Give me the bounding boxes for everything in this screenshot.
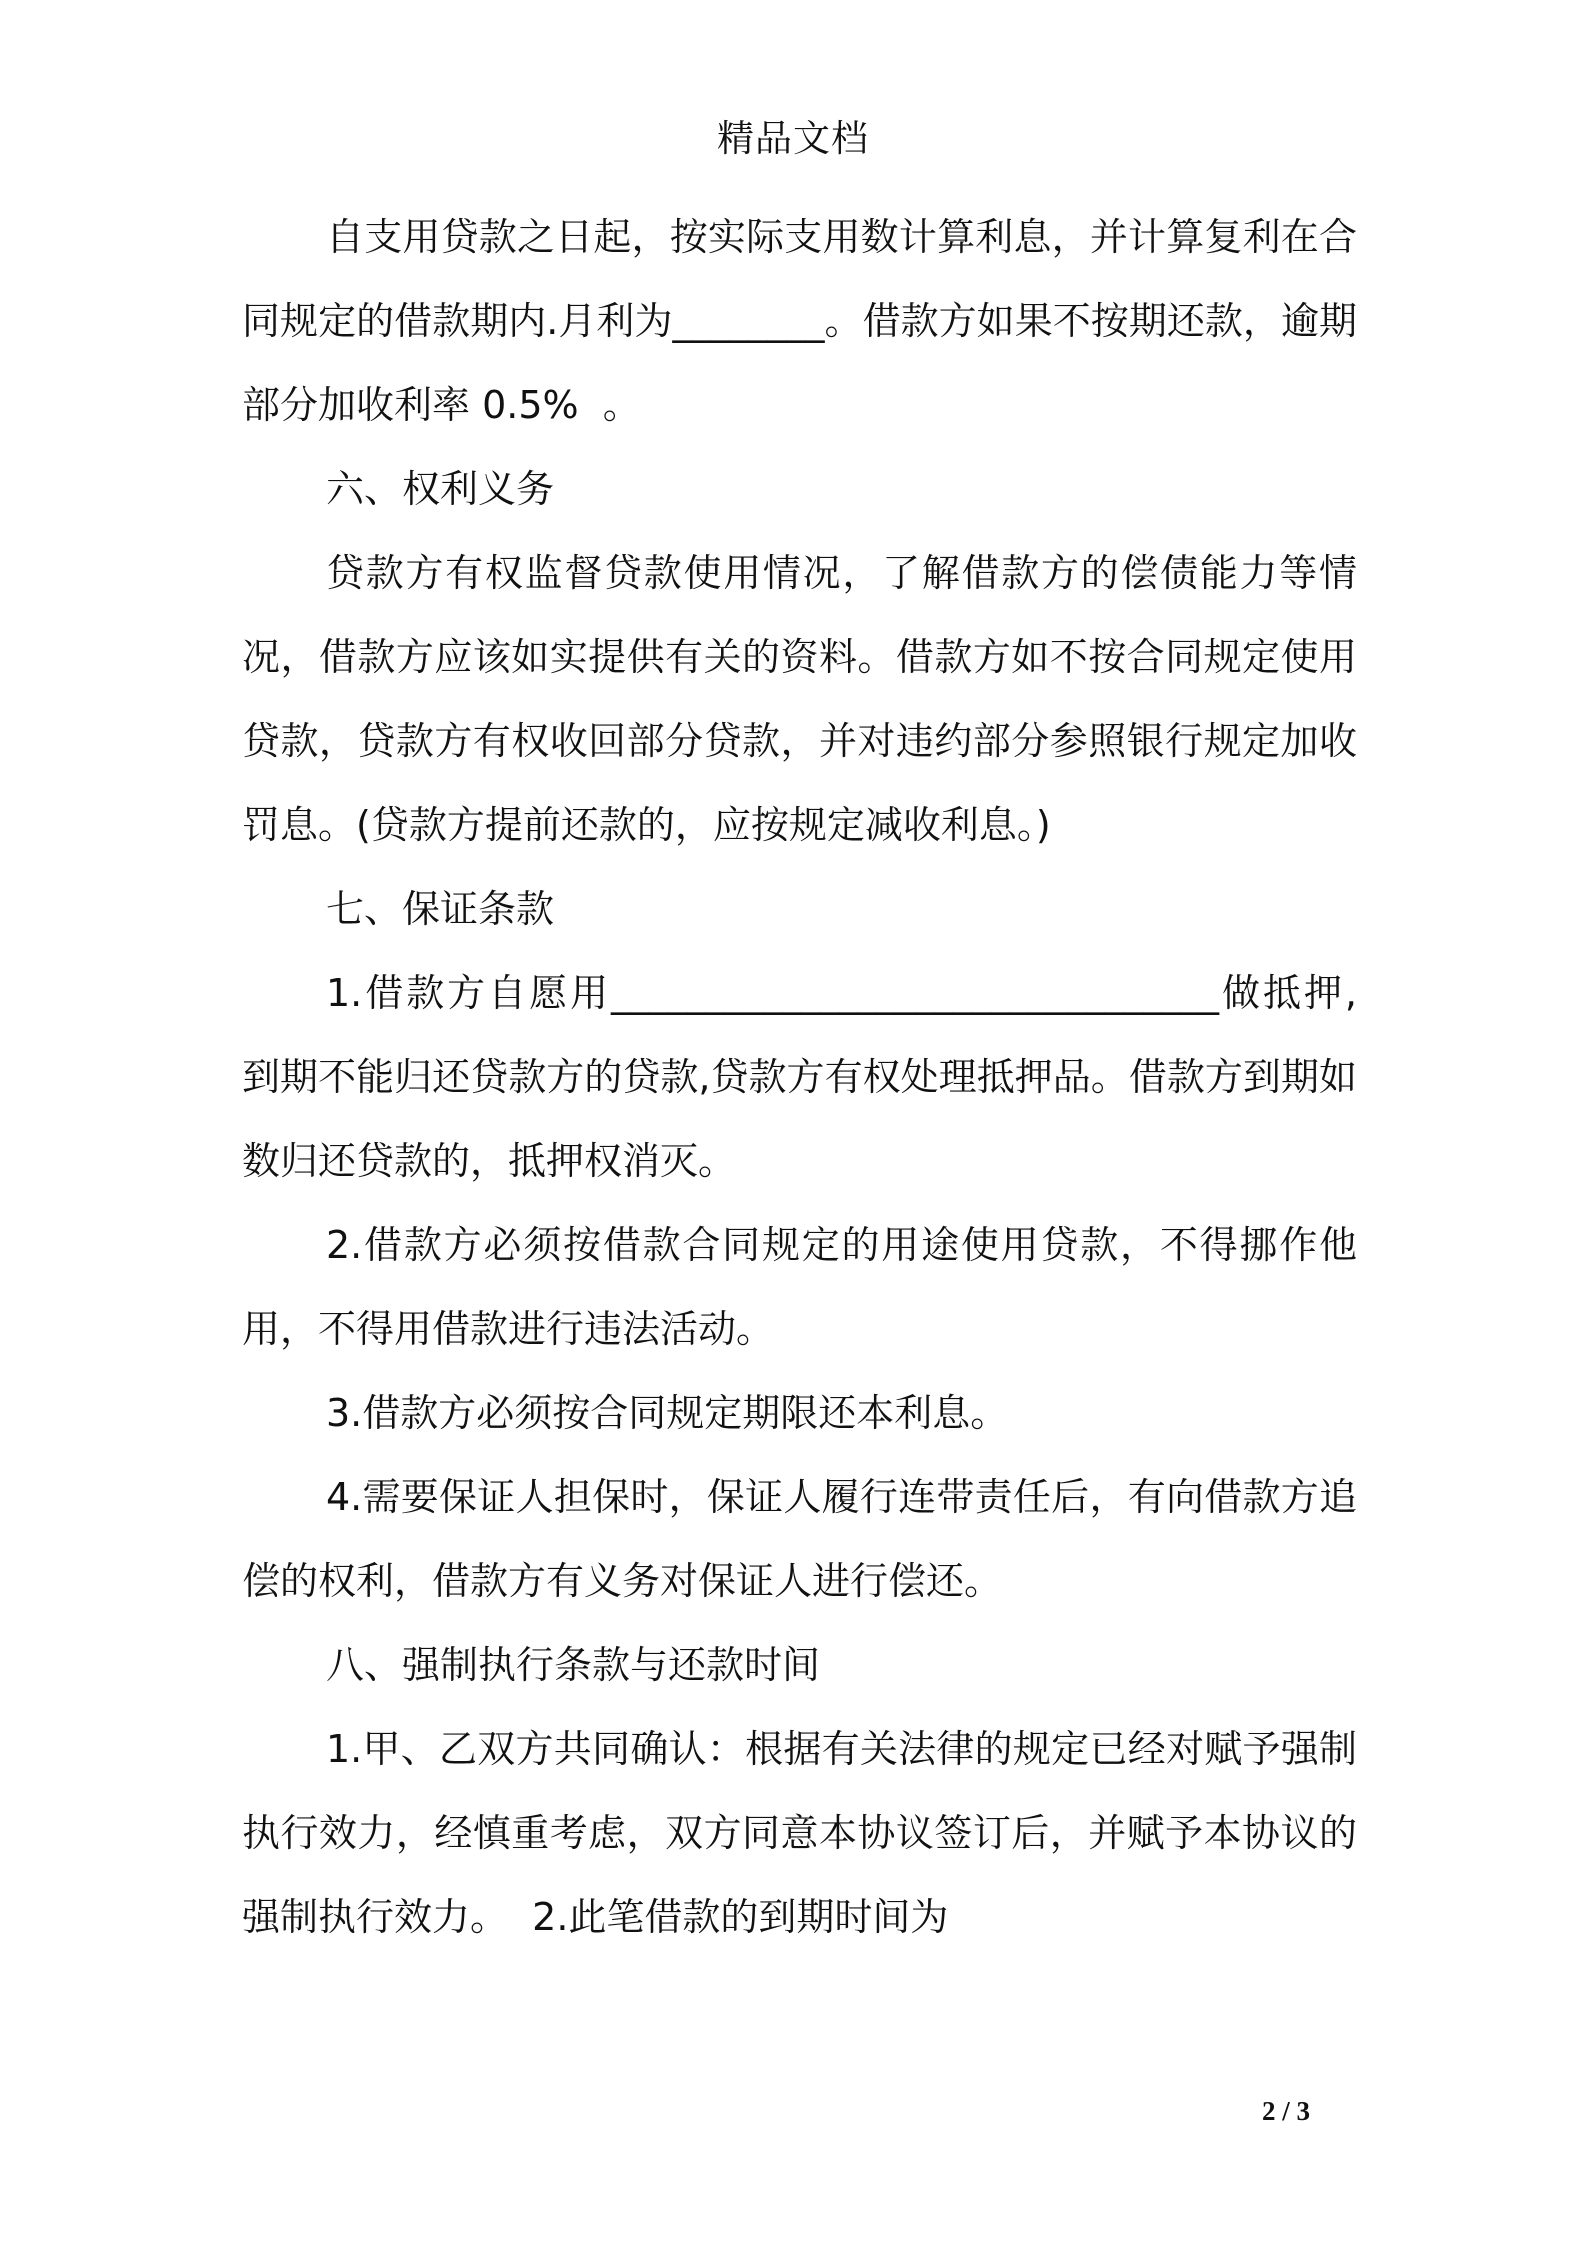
section-heading-guarantee: 七、保证条款 [326, 887, 555, 931]
paragraph-guarantee-3: 3.借款方必须按合同规定期限还本利息。 [326, 1391, 1009, 1435]
paragraph-rights-obligations: 贷款方有权监督贷款使用情况，了解借款方的偿债能力等情况，借款方应该如实提供有关的资料。借款方如不按合同规定使用贷款，贷款方有权收回部分贷款，并对违约部分参照银行规定加收罚息。(贷款方提前还款的，应按规定减收利息。) [242, 551, 1357, 847]
paragraph-interest-terms: 自支用贷款之日起，按实际支用数计算利息，并计算复利在合同规定的借款期内.月利为________。借款方如果不按期还款，逾期部分加收利率 0.5% 。 [242, 215, 1357, 427]
page-header-title: 精品文档 [717, 117, 869, 160]
section-heading-enforcement: 八、强制执行条款与还款时间 [326, 1643, 821, 1687]
paragraph-guarantee-4: 4.需要保证人担保时，保证人履行连带责任后，有向借款方追偿的权利，借款方有义务对保证人进行偿还。 [242, 1475, 1357, 1603]
section-heading-rights-obligations: 六、权利义务 [326, 467, 555, 511]
paragraph-guarantee-1: 1.借款方自愿用________________________________做抵押,到期不能归还贷款方的贷款,贷款方有权处理抵押品。借款方到期如数归还贷款的，抵押权消灭。 [242, 971, 1357, 1183]
paragraph-guarantee-2: 2.借款方必须按借款合同规定的用途使用贷款，不得挪作他用，不得用借款进行违法活动。 [242, 1223, 1357, 1351]
document-body [242, 195, 1357, 1959]
page-number: 2 / 3 [1262, 2096, 1311, 2126]
paragraph-enforcement-1: 1.甲、乙双方共同确认：根据有关法律的规定已经对赋予强制执行效力，经慎重考虑，双方同意本协议签订后，并赋予本协议的强制执行效力。 2.此笔借款的到期时间为 [242, 1727, 1357, 1939]
